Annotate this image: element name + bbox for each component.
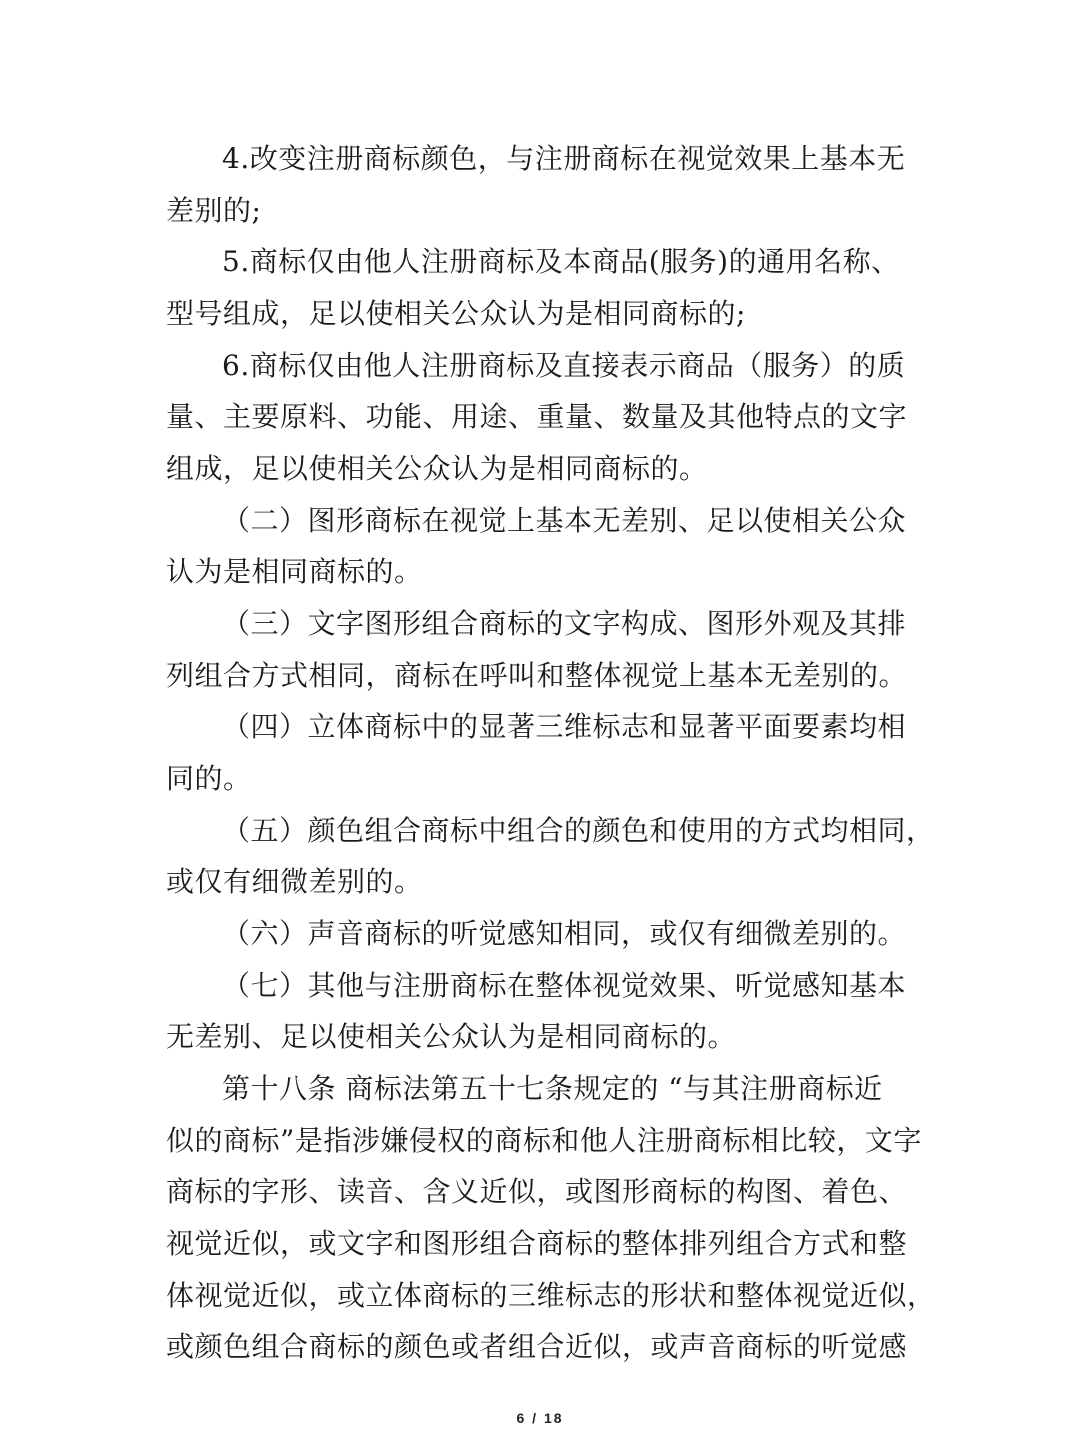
text-line: 差别的; xyxy=(166,194,262,227)
text-line: （四）立体商标中的显著三维标志和显著平面要素均相 xyxy=(222,710,907,743)
text-line: 体视觉近似，或立体商标的三维标志的形状和整体视觉近似， xyxy=(166,1279,936,1312)
text-line: 商标的字形、读音、含义近似，或图形商标的构图、着色、 xyxy=(166,1175,908,1208)
text-line: 或颜色组合商标的颜色或者组合近似，或声音商标的听觉感 xyxy=(166,1330,908,1363)
text-line: 无差别、足以使相关公众认为是相同商标的。 xyxy=(166,1020,737,1053)
text-line: 5.商标仅由他人注册商标及本商品(服务)的通用名称、 xyxy=(222,245,900,278)
text-line: 第十八条 商标法第五十七条规定的 “与其注册商标近 xyxy=(222,1072,883,1105)
text-line: 4.改变注册商标颜色，与注册商标在视觉效果上基本无 xyxy=(222,142,906,175)
text-line: 组成，足以使相关公众认为是相同商标的。 xyxy=(166,452,708,485)
text-line: 视觉近似，或文字和图形组合商标的整体排列组合方式和整 xyxy=(166,1227,908,1260)
text-line: 同的。 xyxy=(166,762,252,795)
text-line: （七）其他与注册商标在整体视觉效果、听觉感知基本 xyxy=(222,969,907,1002)
text-line: 或仅有细微差别的。 xyxy=(166,865,423,898)
text-line: 认为是相同商标的。 xyxy=(166,555,423,588)
text-line: （二）图形商标在视觉上基本无差别、足以使相关公众 xyxy=(222,504,907,537)
text-line: 量、主要原料、功能、用途、重量、数量及其他特点的文字 xyxy=(166,400,908,433)
text-line: （五）颜色组合商标中组合的颜色和使用的方式均相同， xyxy=(222,814,935,847)
text-line: 6.商标仅由他人注册商标及直接表示商品（服务）的质 xyxy=(222,349,906,382)
text-line: 列组合方式相同，商标在呼叫和整体视觉上基本无差别的。 xyxy=(166,659,908,692)
text-line: （六）声音商标的听觉感知相同，或仅有细微差别的。 xyxy=(222,917,907,950)
text-line: 型号组成，足以使相关公众认为是相同商标的; xyxy=(166,297,746,330)
page-number: 6 / 18 xyxy=(516,1410,564,1426)
text-line: 似的商标”是指涉嫌侵权的商标和他人注册商标相比较，文字 xyxy=(166,1124,922,1157)
text-line: （三）文字图形组合商标的文字构成、图形外观及其排 xyxy=(222,607,907,640)
